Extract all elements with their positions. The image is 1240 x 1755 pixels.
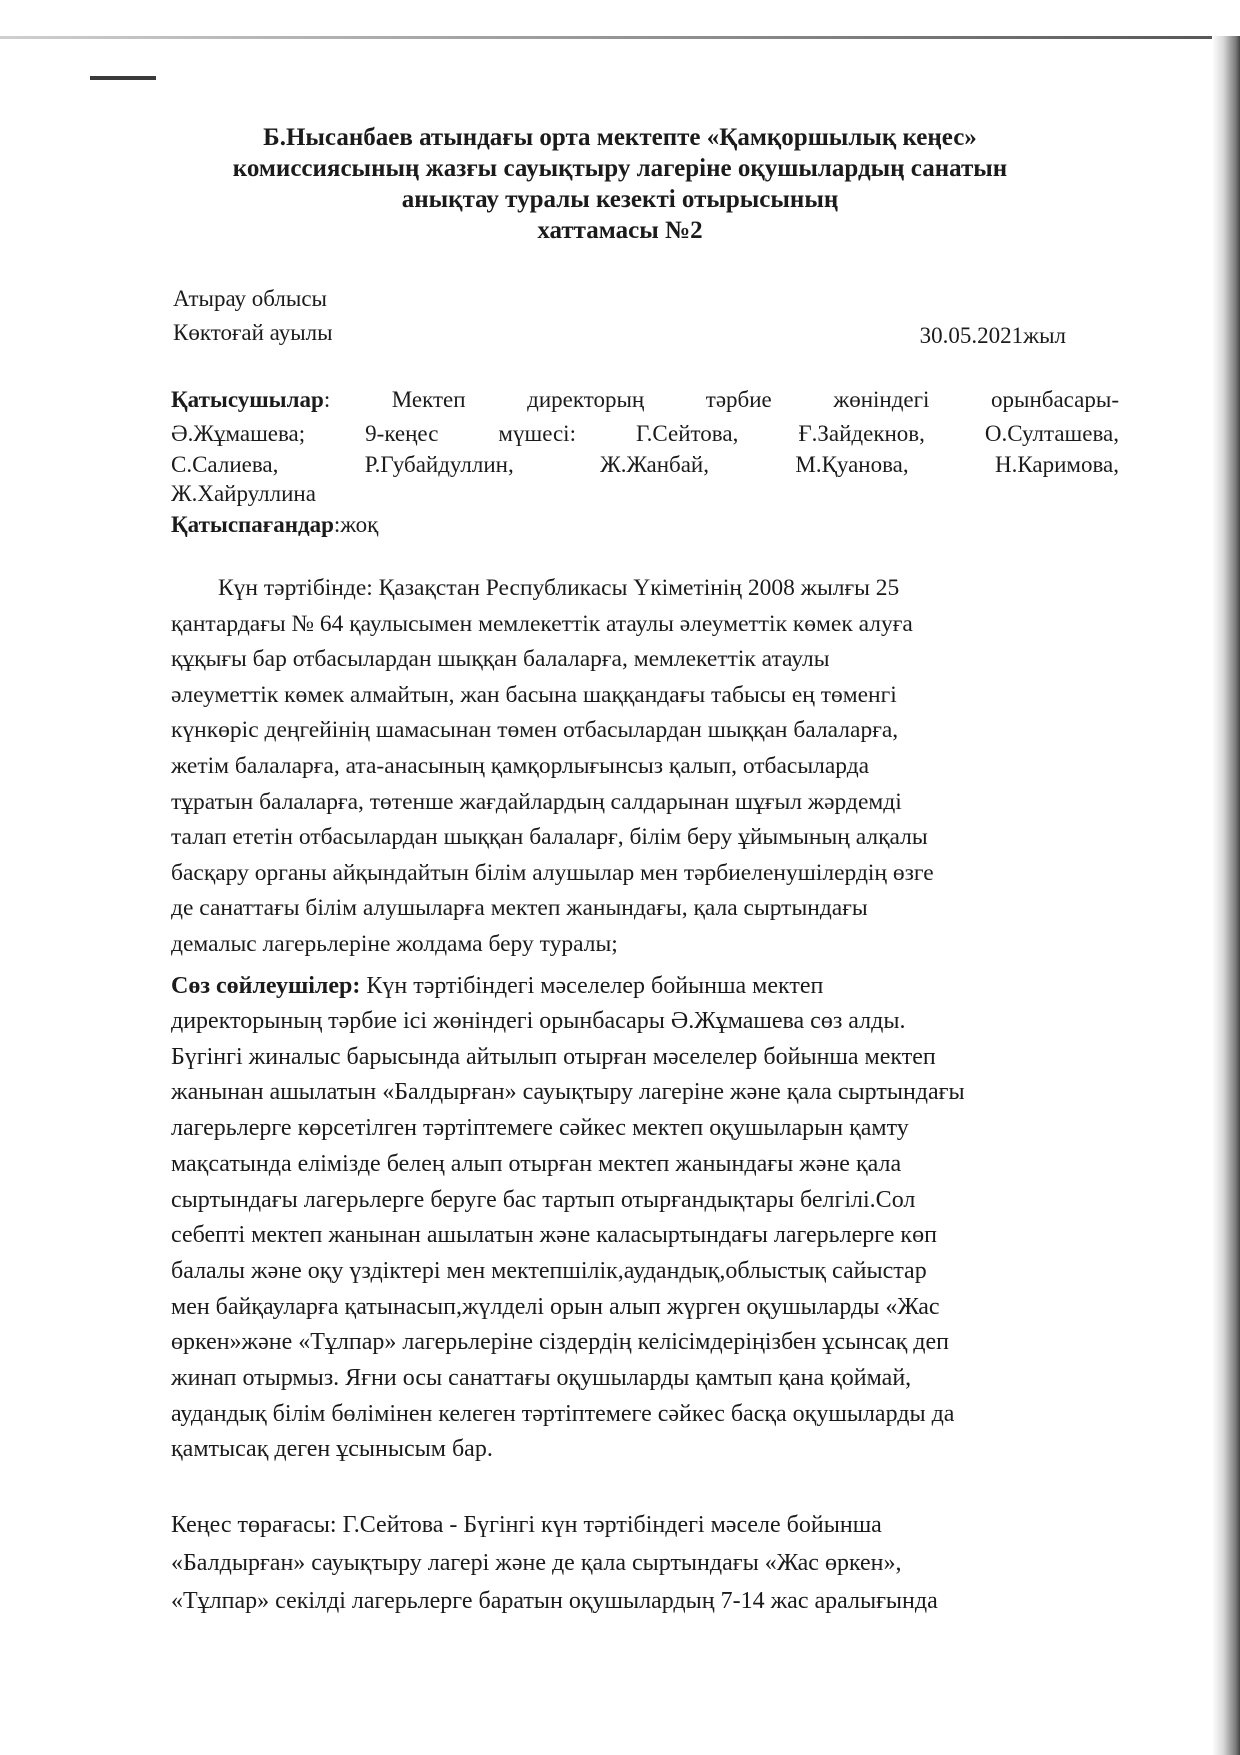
title-line: хаттамасы №2 [537, 217, 703, 244]
agenda-line: қантардағы № 64 қаулысымен мемлекеттік атаулы әлеуметтік көмек алуға [171, 610, 913, 637]
speech-line: аудандық білім бөлімінен келеген тәртіптемеге сәйкес басқа оқушыларды да [171, 1400, 955, 1427]
speech-line: өркен»және «Тұлпар» лагерьлеріне сіздердің келісімдеріңізбен ұсынсақ деп [171, 1329, 949, 1356]
speech-line: себепті мектеп жанынан ашылатын және каласыртындағы лагерьлерге көп [171, 1222, 937, 1249]
participants-line: С.Салиева, Р.Губайдуллин, Ж.Жанбай, М.Қуанова, Н.Каримова, [171, 452, 1119, 477]
agenda-line: талап ететін отбасылардан шыққан балаларғ, білім беру ұйымының алқалы [171, 824, 928, 851]
agenda-line: де санаттағы білім алушыларға мектеп жанындағы, қала сыртындағы [171, 895, 868, 922]
speech-line: лагерьлерге көрсетілген тәртіптемеге сәйкес мектеп оқушыларын қамту [171, 1115, 909, 1142]
participants-line: Ә.Жұмашева; 9-кеңес мүшесі: Г.Сейтова, Ғ.Зайдекнов, О.Султашева, [171, 421, 1119, 446]
speech-line: директорының тәрбие ісі жөніндегі орынбасары Ә.Жұмашева сөз алды. [171, 1008, 906, 1034]
speech-line: қамтысақ деген ұсынысым бар. [171, 1436, 493, 1463]
participants-text: : Мектеп директорың тәрбие жөніндегі орынбасары- [323, 387, 1119, 412]
agenda-line: жетім балаларға, ата-анасының қамқорлығынсыз қалып, отбасыларда [171, 753, 870, 779]
speech-line: жинап отырмыз. Яғни осы санаттағы оқушыларды қамтып қана қоймай, [171, 1365, 912, 1391]
absent-label: Қатыспағандар [171, 512, 334, 537]
speakers-first-line [171, 970, 823, 1002]
speech-line: жанынан ашылатын «Балдырған» сауықтыру лагеріне және қала сыртындағы [171, 1079, 965, 1106]
title-line: Б.Нысанбаев атындағы орта мектепте «Қамқоршылық кеңес» [263, 124, 977, 151]
title-line: анықтау туралы кезекті отырысының [401, 186, 839, 213]
scan-right-edge [1212, 36, 1240, 1755]
absent-line [171, 510, 378, 539]
speech-line: балалы және оқу үздіктері мен мектепшілік,аудандық,облыстық сайыстар [171, 1257, 927, 1284]
agenda-line: Күн тәртібінде: Қазақстан Республикасы Үкіметінің 2008 жылғы 25 [171, 575, 900, 601]
agenda-line: күнкөріс деңгейінің шамасынан төмен отбасылардан шыққан балаларға, [171, 717, 899, 744]
agenda-line: құқығы бар отбасылардан шыққан балаларға, мемлекеттік атаулы [171, 646, 830, 673]
participants-line: Ж.Хайруллина [171, 481, 316, 506]
absent-value: :жоқ [333, 512, 379, 537]
village-label: Көктоғай ауылы [173, 320, 333, 345]
speech-line: сыртындағы лагерьлерге беруге бас тартып отырғандықтары белгілі.Сол [171, 1186, 916, 1213]
agenda-line: тұратын балаларға, төтенше жағдайлардың салдарынан шұғыл жәрдемді [171, 788, 902, 815]
speakers-label: Сөз сөйлеушілер: [171, 973, 361, 999]
region-label: Атырау облысы [173, 286, 327, 311]
chair-line: Кеңес төрағасы: Г.Сейтова - Бүгінгі күн тәртібіндегі мәселе бойынша [171, 1512, 882, 1538]
chair-line: «Балдырған» сауықтыру лагері және де қала сыртындағы «Жас өркен», [171, 1550, 902, 1576]
title-line: комиссиясының жазғы сауықтыру лагеріне оқушылардың санатын [232, 155, 1008, 182]
speech-line: мен байқауларға қатынасып,жүлделі орын алып жүрген оқушыларды «Жас [171, 1293, 940, 1320]
scan-top-edge [0, 36, 1240, 39]
document-title [160, 122, 1080, 246]
corner-mark [90, 76, 156, 80]
protocol-date: 30.05.2021жыл [919, 323, 1066, 348]
agenda-line: әлеуметтік көмек алмайтын, жан басына шаққандағы табысы ең төменгі [171, 681, 897, 708]
participants-line [171, 385, 1119, 414]
speech-line: мақсатында елімізде белең алып отырған мектеп жанындағы және қала [171, 1150, 902, 1177]
agenda-line: демалыс лагерьлеріне жолдама беру туралы; [171, 931, 618, 957]
speakers-text: Күн тәртібіндегі мәселелер бойынша мектеп [360, 973, 824, 999]
participants-label: Қатысушылар [171, 387, 324, 412]
agenda-line: басқару органы айқындайтын білім алушылар мен тәрбиеленушілердің өзге [171, 859, 934, 886]
speech-line: Бүгінгі жиналыс барысында айтылып отырған мәселелер бойынша мектеп [171, 1043, 936, 1070]
chair-line: «Тұлпар» секілді лагерьлерге баратын оқушылардың 7-14 жас аралығында [171, 1588, 938, 1614]
